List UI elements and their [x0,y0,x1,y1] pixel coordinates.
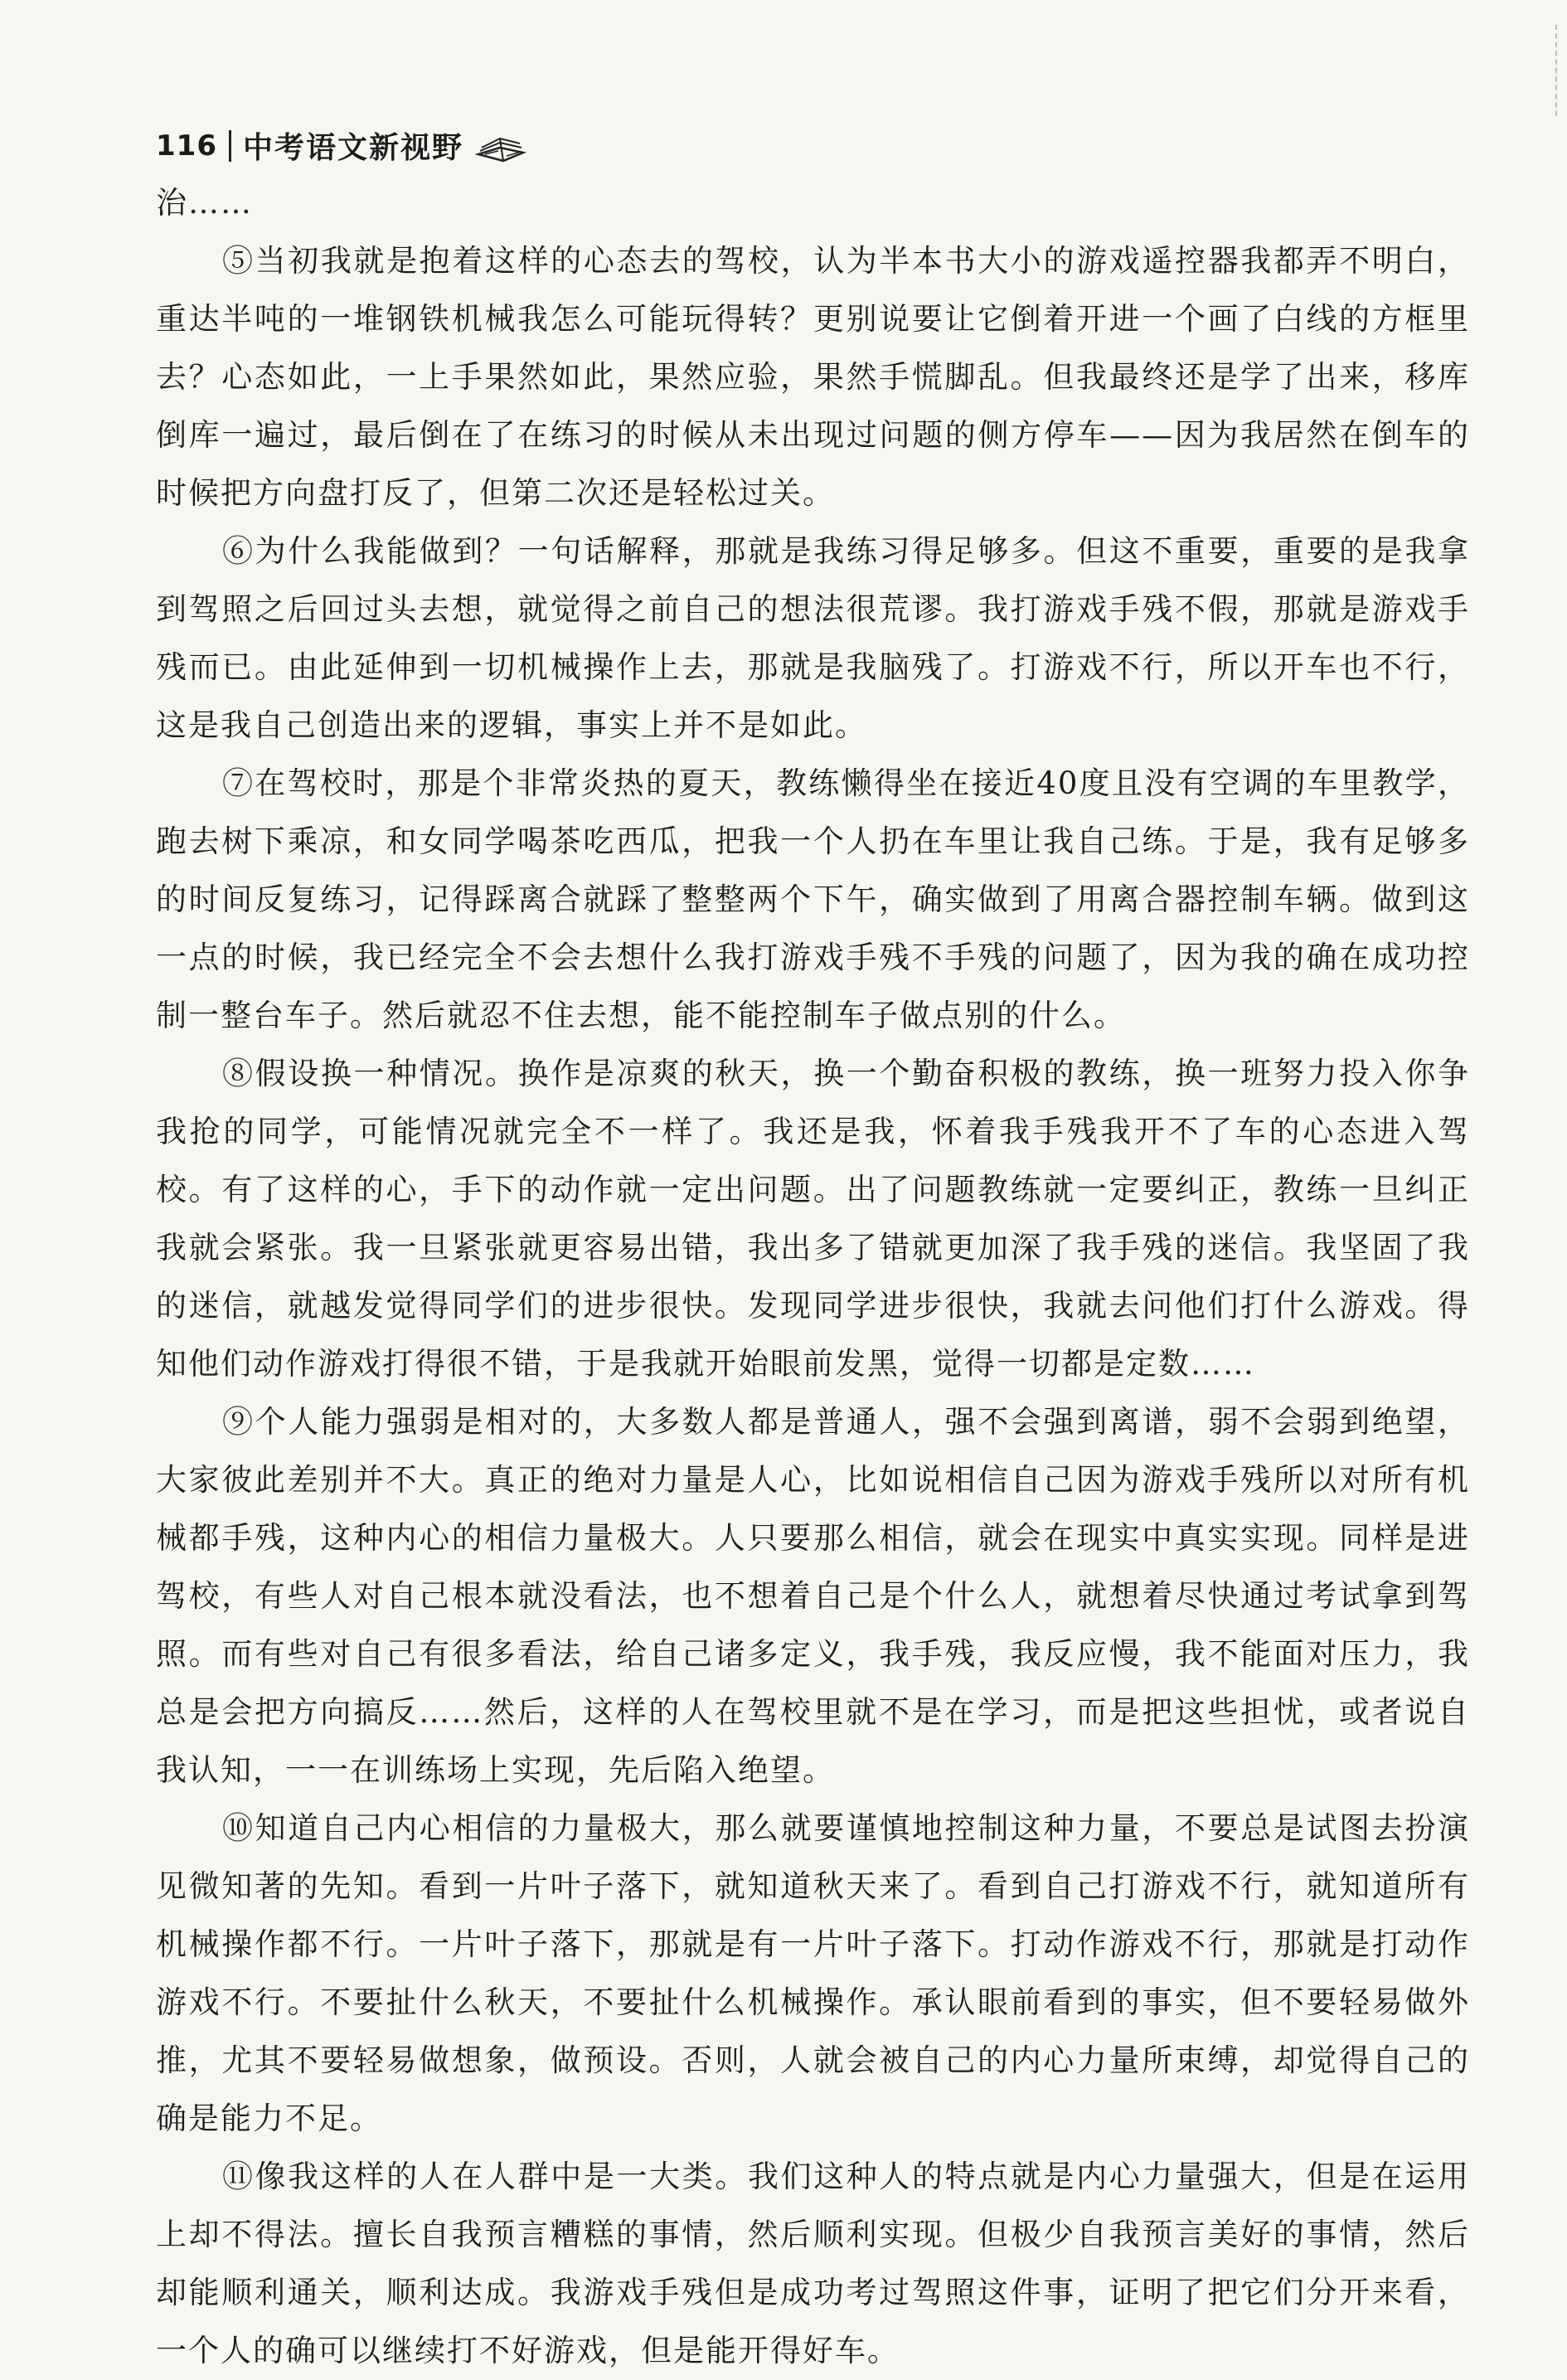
open-book-icon [475,129,528,163]
paragraph-9: ⑨个人能力强弱是相对的，大多数人都是普通人，强不会强到离谱，弱不会弱到绝望，大家彼此差别并不大。真正的绝对力量是人心，比如说相信自己因为游戏手残所以对所有机械都手残，这种内心的相信力量极大。人只要那么相信，就会在现实中真实实现。同样是进驾校，有些人对自己根本就没看法，也不想着自己是个什么人，就想着尽快通过考试拿到驾照。而有些对自己有很多看法，给自己诸多定义，我手残，我反应慢，我不能面对压力，我总是会把方向搞反……然后，这样的人在驾校里就不是在学习，而是把这些担忧，或者说自我认知，一一在训练场上实现，先后陷入绝望。 [156,1404,1470,1788]
paragraph-continuation: 治…… [156,185,253,221]
header-divider [229,130,231,162]
paragraph-5: ⑤当初我就是抱着这样的心态去的驾校，认为半本书大小的游戏遥控器我都弄不明白，重达半吨的一堆钢铁机械我怎么可能玩得转？更别说要让它倒着开进一个画了白线的方框里去？心态如此，一上手果然如此，果然应验，果然手慌脚乱。但我最终还是学了出来，移库倒库一遍过，最后倒在了在练习的时候从未出现过问题的侧方停车——因为我居然在倒车的时候把方向盘打反了，但第二次还是轻松过关。 [156,243,1470,511]
paragraph-10: ⑩知道自己内心相信的力量极大，那么就要谨慎地控制这种力量，不要总是试图去扮演见微知著的先知。看到一片叶子落下，就知道秋天来了。看到自己打游戏不行，就知道所有机械操作都不行。一片叶子落下，那就是有一片叶子落下。打动作游戏不行，那就是打动作游戏不行。不要扯什么秋天，不要扯什么机械操作。承认眼前看到的事实，但不要轻易做外推，尤其不要轻易做想象，做预设。否则，人就会被自己的内心力量所束缚，却觉得自己的确是能力不足。 [156,1810,1470,2136]
paragraph-6: ⑥为什么我能做到？一句话解释，那就是我练习得足够多。但这不重要，重要的是我拿到驾照之后回过头去想，就觉得之前自己的想法很荒谬。我打游戏手残不假，那就是游戏手残而已。由此延伸到一切机械操作上去，那就是我脑残了。打游戏不行，所以开车也不行，这是我自己创造出来的逻辑，事实上并不是如此。 [156,533,1470,743]
paragraph-11: ⑪像我这样的人在人群中是一大类。我们这种人的特点就是内心力量强大，但是在运用上却不得法。擅长自我预言糟糕的事情，然后顺利实现。但极少自我预言美好的事情，然后却能顺利通关，顺利达成。我游戏手残但是成功考过驾照这件事，证明了把它们分开来看，一个人的确可以继续打不好游戏，但是能开得好车。 [156,2159,1470,2368]
page-header [156,124,528,167]
book-title: 中考语文新视野 [242,131,463,165]
paragraph-7: ⑦在驾校时，那是个非常炎热的夏天，教练懒得坐在接近40度且没有空调的车里教学，跑去树下乘凉，和女同学喝茶吃西瓜，把我一个人扔在车里让我自己练。于是，我有足够多的时间反复练习，记得踩离合就踩了整整两个下午，确实做到了用离合器控制车辆。做到这一点的时候，我已经完全不会去想什么我打游戏手残不手残的问题了，因为我的确在成功控制一整台车子。然后就忍不住去想，能不能控制车子做点别的什么。 [156,765,1470,1033]
paragraph-8: ⑧假设换一种情况。换作是凉爽的秋天，换一个勤奋积极的教练，换一班努力投入你争我抢的同学，可能情况就完全不一样了。我还是我，怀着我手残我开不了车的心态进入驾校。有了这样的心，手下的动作就一定出问题。出了问题教练就一定要纠正，教练一旦纠正我就会紧张。我一旦紧张就更容易出错，我出多了错就更加深了我手残的迷信。我坚固了我的迷信，就越发觉得同学们的进步很快。发现同学进步很快，我就去问他们打什么游戏。得知他们动作游戏打得很不错，于是我就开始眼前发黑，觉得一切都是定数…… [156,1056,1470,1382]
page-number: 116 [156,129,217,163]
article-body [156,174,1470,2380]
margin-mark [1554,25,1557,116]
